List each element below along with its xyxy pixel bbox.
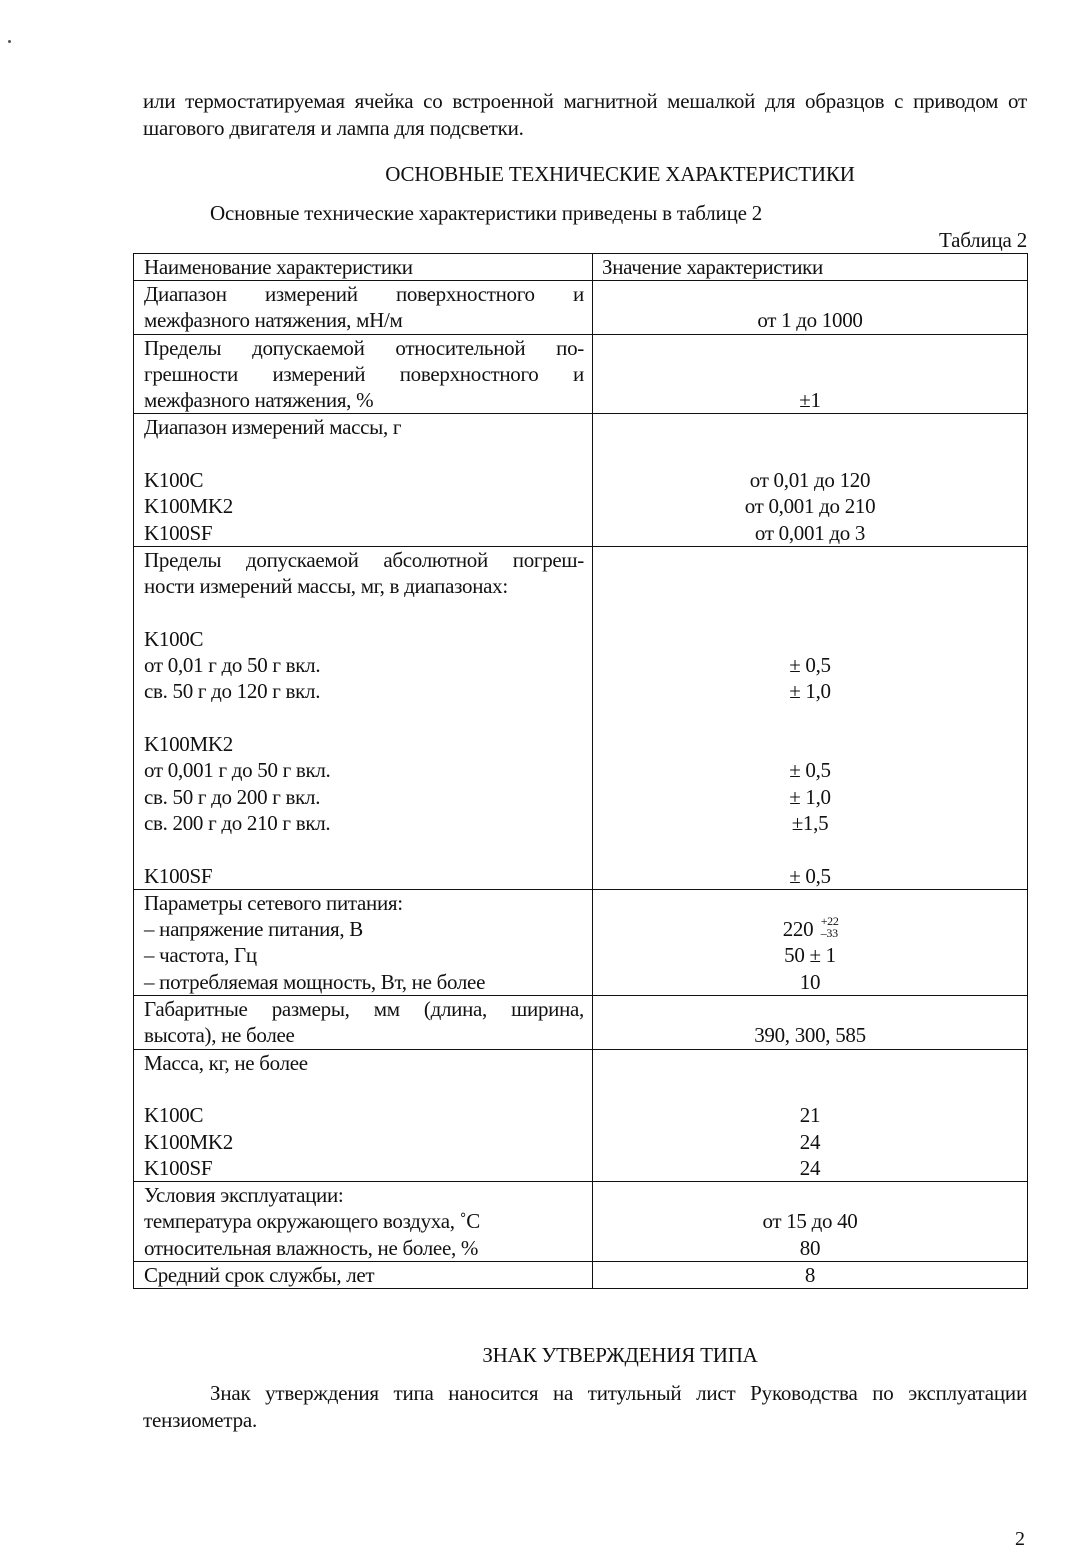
row-name-line: Условия эксплуатации: bbox=[144, 1183, 344, 1208]
row-value: ±1 bbox=[593, 334, 1028, 414]
row-value-line: ± 1,0 bbox=[789, 784, 831, 809]
row-name-line: K100C bbox=[144, 1103, 204, 1128]
row-name-line: K100C bbox=[144, 468, 204, 493]
row-name-line: K100SF bbox=[144, 520, 213, 545]
row-value-line: 10 bbox=[799, 969, 821, 994]
table-row bbox=[134, 414, 1028, 546]
row-value bbox=[593, 1182, 1028, 1262]
row-name-line: Параметры сетевого питания: bbox=[144, 890, 403, 915]
row-name-line: высота), не более bbox=[144, 1023, 295, 1048]
table-caption: Таблица 2 bbox=[938, 228, 1027, 252]
scan-speck bbox=[8, 40, 11, 43]
row-name-line: Масса, кг, не более bbox=[144, 1050, 308, 1075]
row-value-line: ± 0,5 bbox=[789, 863, 831, 888]
row-value: от 1 до 1000 bbox=[593, 281, 1028, 335]
row-value-line: от 0,001 до 210 bbox=[744, 494, 876, 519]
row-name-line: межфазного натяжения, мН/м bbox=[144, 308, 403, 333]
blank-line bbox=[144, 600, 584, 626]
table-row bbox=[134, 281, 1028, 335]
blank-line bbox=[144, 836, 584, 862]
row-name bbox=[134, 281, 593, 335]
row-value-line: от 0,001 до 3 bbox=[754, 520, 866, 545]
intro-paragraph: или термостатируемая ячейка со встроенной магнитной мешалкой для образцов с приводом от шагового двигателя и лампа для подсветки. bbox=[143, 89, 1027, 140]
blank-line bbox=[144, 441, 584, 467]
row-value-line: 24 bbox=[799, 1129, 821, 1154]
row-name-line: температура окружающего воздуха, ˚С bbox=[144, 1209, 481, 1234]
row-value bbox=[593, 546, 1028, 889]
table-row bbox=[134, 546, 1028, 889]
table-row bbox=[134, 334, 1028, 414]
row-name bbox=[134, 546, 593, 889]
page-number: 2 bbox=[1015, 1528, 1025, 1550]
row-name-line: Диапазон измерений поверхностного и bbox=[144, 282, 584, 306]
row-name-line: Пределы допускаемой относительной по- bbox=[144, 335, 584, 360]
row-value: 390, 300, 585 bbox=[593, 996, 1028, 1050]
row-name bbox=[134, 1261, 593, 1288]
row-name-line: K100SF bbox=[144, 863, 213, 888]
row-name-line: относительная влажность, не более, % bbox=[144, 1235, 479, 1260]
row-value-line: 21 bbox=[799, 1103, 821, 1128]
row-value-line: от 15 до 40 bbox=[762, 1209, 858, 1234]
row-name-line: св. 50 г до 200 г вкл. bbox=[144, 784, 321, 809]
specs-table bbox=[133, 253, 1028, 1289]
row-name bbox=[134, 334, 593, 414]
row-name bbox=[134, 996, 593, 1050]
section-title-approval-mark: ЗНАК УТВЕРЖДЕНИЯ ТИПА bbox=[482, 1343, 758, 1367]
row-value bbox=[593, 889, 1028, 995]
row-value: 8 bbox=[593, 1261, 1028, 1288]
table-row bbox=[134, 1182, 1028, 1262]
row-value bbox=[593, 1049, 1028, 1181]
row-name-line: K100SF bbox=[144, 1155, 213, 1180]
row-name-line: Пределы допускаемой абсолютной погреш- bbox=[144, 547, 584, 572]
row-name-line: – напряжение питания, В bbox=[144, 917, 364, 942]
table-header-row bbox=[134, 254, 1028, 281]
voltage-tolerance bbox=[783, 916, 838, 942]
approval-mark-paragraph: Знак утверждения типа наносится на титульный лист Руководства по эксплуатации тензиометра. bbox=[143, 1381, 1027, 1432]
row-name-line: св. 50 г до 120 г вкл. bbox=[144, 679, 321, 704]
section-title-specs: ОСНОВНЫЕ ТЕХНИЧЕСКИЕ ХАРАКТЕРИСТИКИ bbox=[385, 162, 855, 186]
row-name-line: Средний срок службы, лет bbox=[144, 1262, 375, 1287]
row-value-line: ± 0,5 bbox=[789, 653, 831, 678]
row-name bbox=[134, 1049, 593, 1181]
row-name-line: – потребляемая мощность, Вт, не более bbox=[144, 969, 486, 994]
table-row bbox=[134, 1049, 1028, 1181]
voltage-value bbox=[593, 916, 1027, 942]
blank-line bbox=[144, 705, 584, 731]
blank-line bbox=[593, 731, 1027, 757]
header-name: Наименование характеристики bbox=[134, 254, 593, 281]
row-name-line: от 0,01 г до 50 г вкл. bbox=[144, 653, 321, 678]
row-value-line: 24 bbox=[799, 1155, 821, 1180]
voltage-upper-tolerance: +22 bbox=[820, 914, 839, 929]
row-name-line: K100MK2 bbox=[144, 1129, 233, 1154]
row-name-line: Габаритные размеры, мм (длина, ширина, bbox=[144, 997, 584, 1022]
voltage-nominal: 220 bbox=[782, 917, 814, 942]
blank-line bbox=[593, 836, 1027, 862]
row-value-line: 50 ± 1 bbox=[784, 943, 836, 968]
row-value-line: 80 bbox=[799, 1235, 821, 1260]
table-row bbox=[134, 1261, 1028, 1288]
row-value-line: ± 0,5 bbox=[789, 758, 831, 783]
row-name-line: – частота, Гц bbox=[144, 943, 257, 968]
blank-line bbox=[593, 705, 1027, 731]
blank-line bbox=[144, 1076, 584, 1102]
row-name-line: ности измерений массы, мг, в диапазонах: bbox=[144, 574, 508, 599]
row-value-line: от 0,01 до 120 bbox=[749, 468, 871, 493]
row-value bbox=[593, 414, 1028, 546]
row-name bbox=[134, 414, 593, 546]
table-row bbox=[134, 996, 1028, 1050]
row-name bbox=[134, 1182, 593, 1262]
header-value: Значение характеристики bbox=[593, 254, 1028, 281]
row-name-line: от 0,001 г до 50 г вкл. bbox=[144, 758, 331, 783]
voltage-lower-tolerance: –33 bbox=[820, 926, 838, 941]
table-row bbox=[134, 889, 1028, 995]
row-name-line: Диапазон измерений массы, г bbox=[144, 415, 402, 440]
specs-intro-sentence: Основные технические характеристики приведены в таблице 2 bbox=[210, 201, 763, 225]
row-value-line: ±1,5 bbox=[791, 810, 829, 835]
row-value-line: ± 1,0 bbox=[789, 679, 831, 704]
row-name-line: св. 200 г до 210 г вкл. bbox=[144, 810, 331, 835]
row-name-line: K100MK2 bbox=[144, 494, 233, 519]
row-name-line: K100C bbox=[144, 626, 204, 651]
row-name bbox=[134, 889, 593, 995]
row-name-line: K100MK2 bbox=[144, 732, 233, 757]
row-name-line: межфазного натяжения, % bbox=[144, 388, 374, 413]
row-name-line: грешности измерений поверхностного и bbox=[144, 361, 584, 386]
